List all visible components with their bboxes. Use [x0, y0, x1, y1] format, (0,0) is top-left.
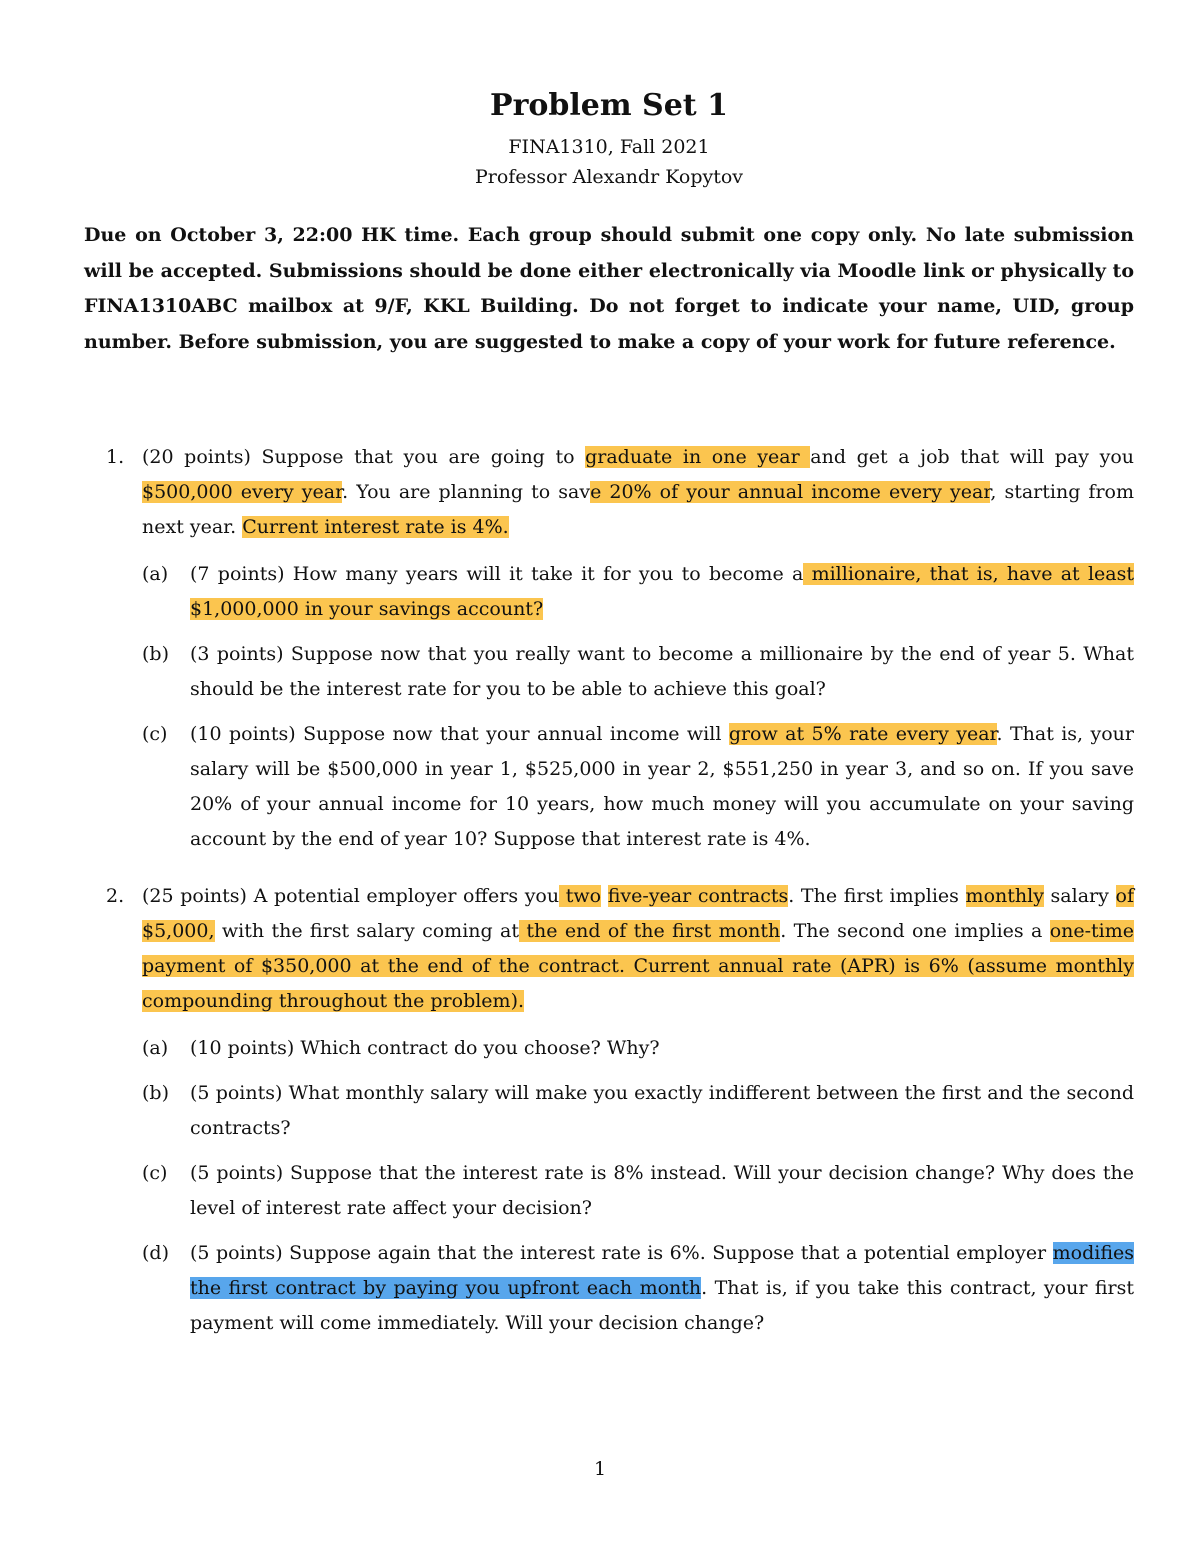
part-2d — [142, 1236, 1134, 1341]
page-title: Problem Set 1 — [490, 88, 728, 123]
highlight: monthly — [965, 885, 1044, 907]
part-1a — [142, 557, 1134, 627]
submission-notice: Due on October 3, 22:00 HK time. Each group should submit one copy only. No late submission will be accepted. Submissions should be done either electronically via Moodle link or physically to FINA1310ABC mailbox at 9/F, KKL Building. Do not forget to indicate your name, UID, group number. Before submission, you are suggested to make a copy of your work for future reference. — [84, 224, 1134, 353]
highlight: two — [559, 885, 602, 907]
problem-number: 1. — [106, 446, 125, 468]
part-text: (10 points) Which contract do you choose? Why? — [190, 1037, 660, 1059]
text-segment: . The first implies — [788, 885, 966, 907]
highlight: $500,000 every year — [142, 481, 343, 503]
problem-2 — [84, 879, 1134, 1341]
part-2c — [142, 1156, 1134, 1226]
page-number: 1 — [593, 1458, 607, 1480]
highlight: the end of the first month — [519, 920, 781, 942]
document-page — [84, 84, 1134, 1351]
part-text: (5 points) What monthly salary will make you exactly indifferent between the first and the second contracts? — [190, 1082, 1134, 1139]
highlight: of $5,000, — [142, 885, 1134, 942]
highlight: graduate in one year — [585, 446, 811, 468]
problem-1 — [84, 440, 1134, 857]
text-segment: . That is, if you take this contract, your first payment will come immediately. Will your decision change? — [190, 1277, 1134, 1334]
problem-1-statement — [142, 440, 1134, 545]
highlight: grow at 5% rate every year — [728, 723, 997, 745]
part-label: (c) — [142, 1162, 168, 1184]
part-text: (3 points) Suppose now that you really want to become a millionaire by the end of year 5. What should be the interest rate for you to be able to achieve this goal? — [190, 643, 1134, 700]
text-segment: (25 points) A potential employer offers you — [142, 885, 560, 907]
part-1b — [142, 637, 1134, 707]
part-label: (b) — [142, 643, 169, 665]
text-segment: (10 points) Suppose now that your annual income will — [190, 723, 729, 745]
highlight: five-year contracts — [607, 885, 789, 907]
text-segment: (7 points) How many years will it take it for you to become a — [190, 563, 804, 585]
part-label: (b) — [142, 1082, 169, 1104]
course-line: FINA1310, Fall 2021 — [508, 136, 710, 158]
highlight: millionaire, that is, have at least $1,000,000 in your savings account? — [190, 563, 1134, 620]
part-label: (a) — [142, 1037, 169, 1059]
text-segment — [601, 885, 608, 907]
text-segment: , starting from next year. — [142, 481, 1134, 538]
highlight: Current interest rate is 4%. — [242, 516, 509, 538]
part-label: (a) — [142, 563, 169, 585]
text-segment: salary — [1043, 885, 1116, 907]
professor-line: Professor Alexandr Kopytov — [474, 166, 744, 188]
highlight: one-time payment of $350,000 at the end of the contract. Current annual rate (APR) is 6% (assume monthly compounding throughout the problem). — [142, 920, 1135, 1012]
part-label: (c) — [142, 723, 168, 745]
text-segment: (5 points) Suppose again that the interest rate is 6%. Suppose that a potential employer — [190, 1242, 1053, 1264]
problem-2-statement — [142, 879, 1134, 1019]
highlight-blue: modifies the first contract by paying you upfront each month — [190, 1242, 1134, 1299]
part-2a — [142, 1031, 1134, 1066]
problem-1-parts — [142, 557, 1134, 857]
text-segment: . The second one implies a — [780, 920, 1050, 942]
text-segment: with the first salary coming at — [214, 920, 519, 942]
part-1c — [142, 717, 1134, 857]
part-text: (5 points) Suppose that the interest rate is 8% instead. Will your decision change? Why does the level of interest rate affect your decision? — [190, 1162, 1134, 1219]
highlight: e 20% of your annual income every year — [590, 481, 991, 503]
text-segment: (20 points) Suppose that you are going to — [142, 446, 586, 468]
text-segment: . That is, your salary will be $500,000 in year 1, $525,000 in year 2, $551,250 in year 3, and so on. If you save 20% of your annual income for 10 years, how much money will you accumulate on your saving account by the end of year 10? Suppose that interest rate is 4%. — [190, 723, 1134, 850]
text-segment: and get a job that will pay you — [810, 446, 1134, 468]
text-segment: . You are planning to sav — [342, 481, 591, 503]
problem-2-parts — [142, 1031, 1134, 1341]
problem-number: 2. — [106, 885, 125, 907]
part-label: (d) — [142, 1242, 169, 1264]
problem-list — [84, 440, 1134, 1341]
part-2b — [142, 1076, 1134, 1146]
